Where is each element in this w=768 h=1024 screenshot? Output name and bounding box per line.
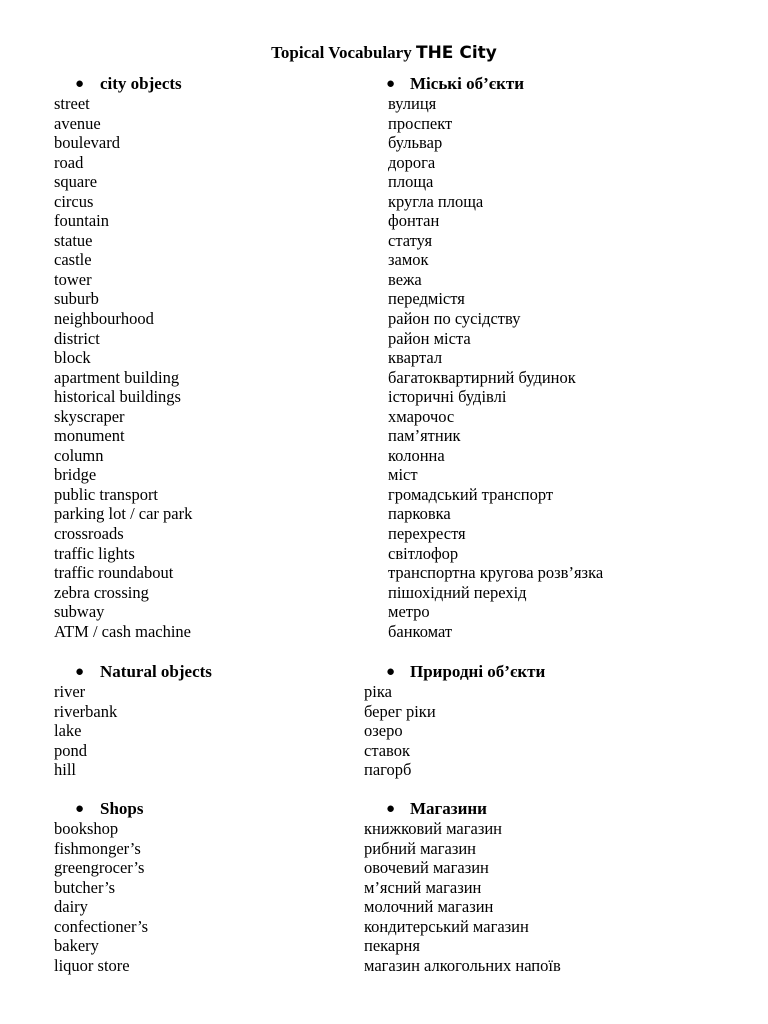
ukrainian-word-list <box>388 94 603 641</box>
vocab-word: світлофор <box>388 543 459 563</box>
vocab-word: subway <box>54 602 105 622</box>
vocab-word: ATM / cash machine <box>54 621 192 641</box>
vocab-word: хмарочос <box>388 406 455 426</box>
vocab-word: traffic roundabout <box>54 563 174 583</box>
vocab-word: історичні будівлі <box>388 387 507 407</box>
vocab-word: pond <box>54 740 87 760</box>
bullet-icon: ● <box>386 801 396 817</box>
vocab-word: block <box>54 348 91 368</box>
vocab-word: river <box>54 682 86 701</box>
vocab-word: apartment building <box>54 367 180 387</box>
ukrainian-word-list <box>364 819 561 975</box>
vocab-word: рибний магазин <box>364 838 477 858</box>
vocab-word: tower <box>54 269 92 289</box>
vocab-word: confectioner’s <box>54 916 149 936</box>
vocab-word: boulevard <box>54 133 120 153</box>
vocab-word: район по сусідству <box>388 309 521 329</box>
vocab-word: fountain <box>54 211 109 231</box>
vocab-word: вулиця <box>388 94 437 113</box>
vocab-word: bridge <box>54 465 97 485</box>
vocab-word: traffic lights <box>54 543 135 563</box>
vocab-word: міст <box>388 465 418 485</box>
vocab-word: district <box>54 328 100 348</box>
vocab-word: ставок <box>364 740 411 760</box>
vocab-word: кондитерський магазин <box>364 916 529 936</box>
vocab-word: озеро <box>364 721 403 741</box>
vocab-word: skyscraper <box>54 406 125 426</box>
title-the-city: THE City <box>415 43 497 63</box>
vocab-word: hill <box>54 760 77 780</box>
vocab-word: овочевий магазин <box>364 858 489 878</box>
vocab-word: historical buildings <box>54 387 181 407</box>
section-heading-uk: Магазини <box>410 799 487 818</box>
vocab-word: column <box>54 445 104 465</box>
bullet-icon: ● <box>75 76 85 92</box>
vocab-word: банкомат <box>388 621 453 641</box>
vocab-word: кругла площа <box>388 191 484 211</box>
vocab-word: пекарня <box>364 936 420 956</box>
vocab-word: statue <box>54 230 93 250</box>
vocab-word: public transport <box>54 484 159 504</box>
english-word-list <box>54 682 117 780</box>
vocab-word: пішохідний перехід <box>388 582 527 602</box>
vocab-word: молочний магазин <box>364 897 494 917</box>
bullet-icon: ● <box>75 801 85 817</box>
vocab-word: берег ріки <box>364 701 436 721</box>
vocab-word: багатоквартирний будинок <box>388 367 576 387</box>
vocab-word: колонна <box>388 445 445 465</box>
vocab-word: zebra crossing <box>54 582 149 602</box>
ukrainian-word-list <box>364 682 436 780</box>
bullet-icon: ● <box>386 76 396 92</box>
vocab-word: butcher’s <box>54 877 116 897</box>
vocab-word: square <box>54 172 98 192</box>
vocab-word: замок <box>388 250 429 270</box>
vocab-word: avenue <box>54 113 101 133</box>
vocab-word: статуя <box>388 230 433 250</box>
vocab-word: liquor store <box>54 955 130 975</box>
english-word-list <box>54 819 148 975</box>
vocab-word: suburb <box>54 289 99 309</box>
vocab-word: circus <box>54 191 94 211</box>
vocab-word: передмістя <box>388 289 465 309</box>
vocab-word: бульвар <box>388 133 443 153</box>
page-title <box>0 43 768 63</box>
vocab-word: dairy <box>54 897 88 917</box>
vocab-word: вежа <box>388 269 422 289</box>
section-heading-uk: Міські об’єкти <box>410 74 525 93</box>
vocab-word: bakery <box>54 936 99 956</box>
vocab-word: crossroads <box>54 524 124 544</box>
vocab-word: громадський транспорт <box>388 484 554 504</box>
vocab-word: greengrocer’s <box>54 858 145 878</box>
section-heading-en: Natural objects <box>100 662 212 681</box>
vocab-word: фонтан <box>388 211 440 231</box>
vocab-word: parking lot / car park <box>54 504 193 524</box>
vocab-word: проспект <box>388 113 453 133</box>
vocab-word: пам’ятник <box>388 426 461 446</box>
bullet-icon: ● <box>386 664 396 680</box>
vocab-word: fishmonger’s <box>54 838 141 858</box>
vocab-word: метро <box>388 602 430 622</box>
bullet-icon: ● <box>75 664 85 680</box>
vocab-word: парковка <box>388 504 451 524</box>
title-topical-vocabulary: Topical Vocabulary <box>271 43 416 62</box>
vocab-word: магазин алкогольних напоїв <box>364 955 561 975</box>
vocab-word: пагорб <box>364 760 412 780</box>
vocab-word: дорога <box>388 152 436 172</box>
vocab-word: квартал <box>388 348 443 368</box>
vocab-word: м’ясний магазин <box>364 877 482 897</box>
vocab-word: площа <box>388 172 434 192</box>
vocab-word: castle <box>54 250 92 270</box>
vocab-word: street <box>54 94 90 113</box>
vocab-word: riverbank <box>54 701 118 721</box>
vocab-word: книжковий магазин <box>364 819 503 838</box>
section-heading-en: city objects <box>100 74 182 93</box>
section-heading-en: Shops <box>100 799 144 818</box>
vocab-word: ріка <box>364 682 392 701</box>
vocab-word: перехрестя <box>388 524 466 544</box>
section-heading-uk: Природні об’єкти <box>410 662 546 681</box>
english-word-list <box>54 94 192 641</box>
vocab-word: район міста <box>388 328 471 348</box>
vocab-word: neighbourhood <box>54 309 154 329</box>
vocab-word: транспортна кругова розв’язка <box>388 563 604 583</box>
vocab-word: bookshop <box>54 819 119 838</box>
vocab-word: road <box>54 152 84 172</box>
vocab-word: lake <box>54 721 82 741</box>
vocab-word: monument <box>54 426 125 446</box>
